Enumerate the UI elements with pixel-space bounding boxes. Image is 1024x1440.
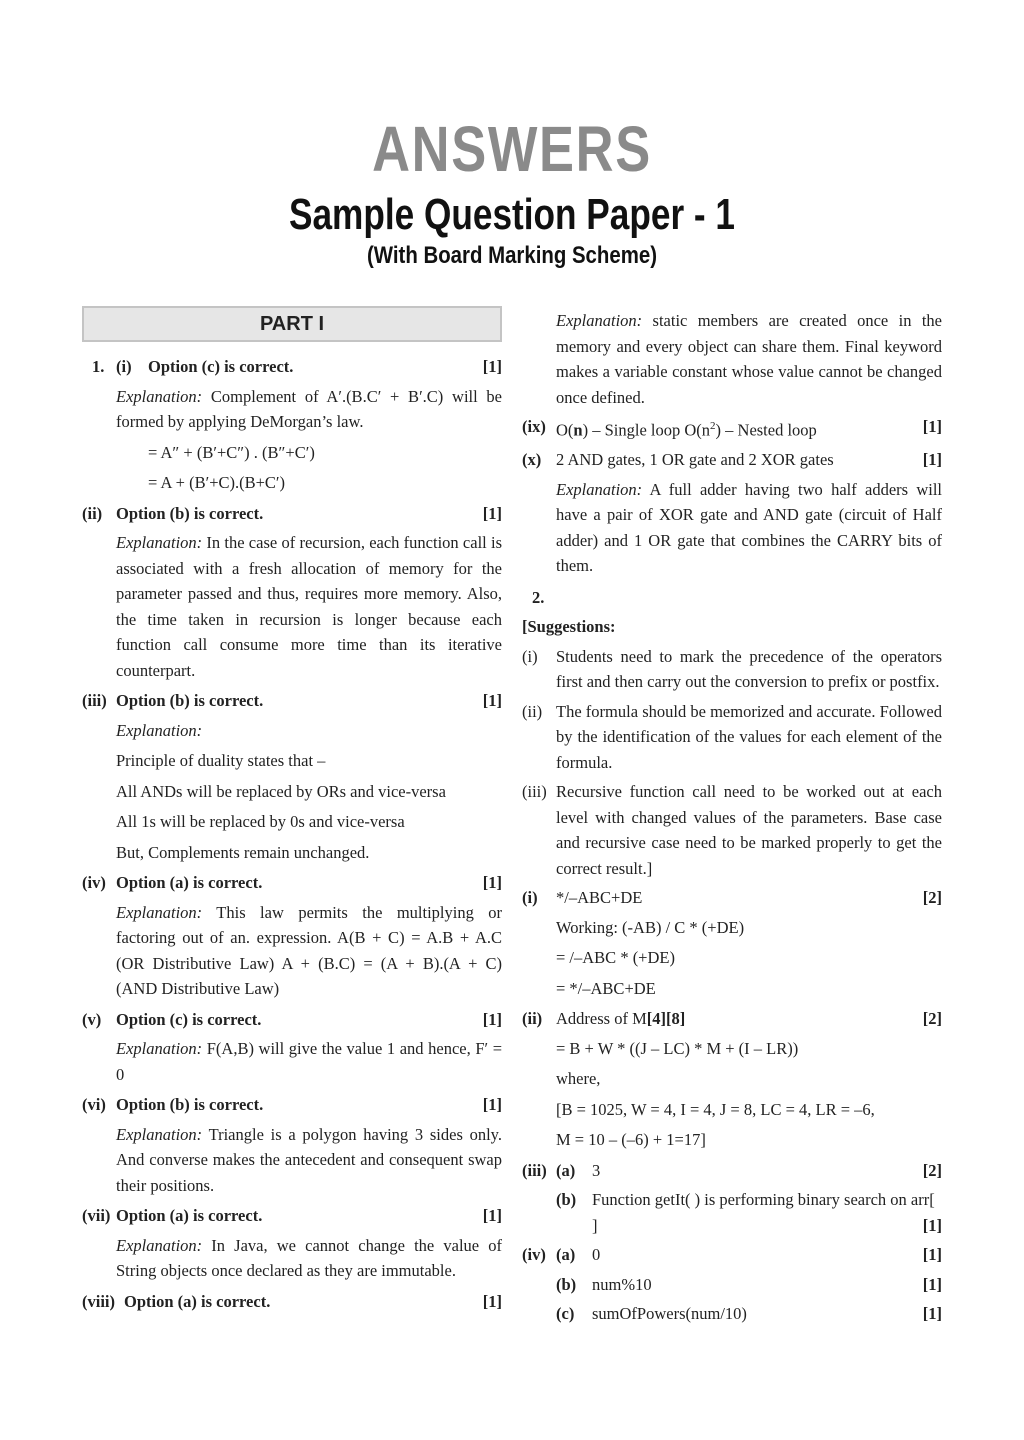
mark: [1] xyxy=(482,691,502,710)
answer-vii xyxy=(82,1203,502,1229)
option-text: Option (a) is correct. xyxy=(116,1206,263,1225)
suggestion-text: The formula should be memorized and accurate. Followed by the identification of the values for each element of the formula. xyxy=(556,701,942,772)
explanation-line: Principle of duality states that – xyxy=(116,751,326,770)
sub-label: (iv) xyxy=(522,1245,546,1264)
working-line: = B + W * ((J – LC) * M + (I – LR)) xyxy=(556,1038,799,1058)
sub-label: (x) xyxy=(522,450,542,469)
explanation-text: Complement of A′.(B.C′ + B′.C) will be formed by applying DeMorgan’s law. xyxy=(116,386,502,431)
answer-ix xyxy=(522,414,942,443)
part-heading: PART I xyxy=(82,306,502,342)
answer-2-iv-a xyxy=(522,1242,942,1268)
answer-iii xyxy=(82,688,502,714)
sub-label: (iii) xyxy=(522,782,547,801)
option-text: Option (a) is correct. xyxy=(116,873,263,892)
sub-label: (iii) xyxy=(82,691,107,710)
sub-label: (viii) xyxy=(82,1291,115,1311)
explanation-line: All ANDs will be replaced by ORs and vice-versa xyxy=(116,781,446,801)
mark: [2] xyxy=(922,1160,942,1180)
answer-text: num%10 xyxy=(592,1274,652,1294)
explanation-label: Explanation: xyxy=(116,902,203,922)
explanation-label: Explanation: xyxy=(556,311,643,330)
explanation-text: Triangle is a polygon having 3 sides only. And converse makes the antecedent and consequent swap their positions. xyxy=(116,1124,502,1195)
explanation-text: static members are created once in the memory and every object can share them. Final keyword makes a variable constant whose value cannot be changed once defined. xyxy=(556,311,942,407)
working-line: where, xyxy=(556,1069,601,1088)
paper-subtitle: (With Board Marking Scheme) xyxy=(367,242,657,269)
explanation-label: Explanation: xyxy=(556,479,643,499)
answer-text: Function getIt( ) is performing binary search on arr[ ] [1] xyxy=(592,1187,942,1238)
answers-heading: ANSWERS xyxy=(372,113,652,185)
answer-text: 3 xyxy=(592,1160,601,1180)
explanation xyxy=(116,530,502,683)
sub-label: (iii) xyxy=(522,1160,547,1180)
working-line: Working: (-AB) / C * (+DE) xyxy=(556,917,745,937)
part-label: (c) xyxy=(556,1304,575,1323)
explanation-label: Explanation: xyxy=(116,533,203,552)
answer-x xyxy=(522,447,942,473)
answer-2-i xyxy=(522,885,942,911)
mark: [1] xyxy=(922,1304,942,1323)
option-text: Option (c) is correct. xyxy=(116,1009,262,1029)
suggestion-i xyxy=(522,644,942,695)
explanation-text: A full adder having two half adders will have a pair of XOR gate and AND gate (circuit of Half adder) and 1 OR gate that combines the CARRY bits of them. xyxy=(556,479,942,575)
explanation xyxy=(556,477,942,579)
suggestions-heading: [Suggestions: xyxy=(522,617,616,636)
explanation xyxy=(556,308,942,410)
sub-label: (i) xyxy=(522,888,538,907)
answer-text: */–ABC+DE xyxy=(556,888,643,907)
working-line: [B = 1025, W = 4, I = 4, J = 8, LC = 4, LR = –6, xyxy=(556,1099,875,1119)
answer-2-iii-a xyxy=(522,1158,942,1184)
mark: [1] xyxy=(482,1206,502,1225)
answer-text: 0 xyxy=(592,1245,601,1264)
option-text: Option (b) is correct. xyxy=(116,1095,264,1114)
option-text: Option (a) is correct. xyxy=(124,1291,271,1311)
mark: [1] xyxy=(482,1291,502,1311)
mark: [1] xyxy=(482,1095,502,1114)
paper-title: Sample Question Paper - 1 xyxy=(289,190,735,239)
explanation-text: In the case of recursion, each function call is associated with a fresh allocation of memory for the parameter passed and thus, requires more memory. Also, the time taken in recursion is longer because each function call consume more time than its iterative counterpart. xyxy=(116,533,502,680)
equation-line: = A + (B′+C).(B+C′) xyxy=(148,473,286,492)
mark: [1] xyxy=(482,357,502,376)
answer-viii xyxy=(82,1289,502,1315)
suggestion-text: Recursive function call need to be worked out at each level with changed values of the parameters. Base case and recursive case need to be marked properly to get the correct result.] xyxy=(556,782,942,878)
explanation xyxy=(116,1122,502,1199)
answer-2-iv-c xyxy=(556,1301,942,1327)
question-number: 1. xyxy=(92,357,105,376)
explanation-label: Explanation: xyxy=(116,386,203,406)
option-text: Option (b) is correct. xyxy=(116,691,264,710)
explanation-label: Explanation: xyxy=(116,1235,203,1255)
answer-iv xyxy=(82,870,502,896)
option-text: Option (c) is correct. xyxy=(148,357,294,376)
part-label: (a) xyxy=(556,1160,576,1180)
answer-v xyxy=(82,1007,502,1033)
explanation xyxy=(116,1233,502,1284)
working-line: = /–ABC * (+DE) xyxy=(556,948,675,967)
part-label: (b) xyxy=(556,1190,577,1209)
sub-label: (i) xyxy=(116,357,132,376)
explanation xyxy=(116,384,502,435)
sub-label: (ii) xyxy=(522,1009,543,1028)
working-line: M = 10 – (–6) + 1=17] xyxy=(556,1130,706,1149)
answer-text: O(n) – Single loop $O(n^2)$ – Nested loop xyxy=(556,420,817,440)
explanation-text: In Java, we cannot change the value of String objects once declared as they are immutable. xyxy=(116,1235,503,1280)
explanation-line: All 1s will be replaced by 0s and vice-versa xyxy=(116,812,405,831)
part-label: (b) xyxy=(556,1274,577,1294)
explanation-label: Explanation: xyxy=(116,1039,203,1058)
mark: [1] xyxy=(922,1245,942,1264)
answer-2-iii-b xyxy=(556,1187,942,1238)
explanation xyxy=(116,1036,502,1087)
answer-text: 2 AND gates, 1 OR gate and 2 XOR gates xyxy=(556,450,834,469)
working-line: = */–ABC+DE xyxy=(556,978,656,998)
answer-1-i xyxy=(92,354,502,380)
explanation-line: But, Complements remain unchanged. xyxy=(116,842,370,862)
mark: [1] xyxy=(482,1009,502,1029)
sub-label: (vi) xyxy=(82,1095,106,1114)
sub-label: (iv) xyxy=(82,873,106,892)
answer-text: sumOfPowers(num/10) xyxy=(592,1304,747,1323)
mark: [1] xyxy=(922,450,942,469)
right-column xyxy=(522,308,942,1331)
sub-label: (ii) xyxy=(82,503,103,523)
explanation xyxy=(116,900,502,1002)
answer-2-iv-b xyxy=(556,1272,942,1298)
answer-ii xyxy=(82,501,502,527)
answer-vi xyxy=(82,1092,502,1118)
mark: [1] xyxy=(482,503,502,523)
mark: [1] xyxy=(922,417,942,436)
sub-label: (vii) xyxy=(82,1206,111,1225)
explanation-label: Explanation: xyxy=(116,720,203,740)
explanation-label: Explanation: xyxy=(116,1124,203,1144)
explanation-text: F(A,B) will give the value 1 and hence, F′ = 0 xyxy=(116,1039,503,1084)
mark: [2] xyxy=(922,888,942,907)
suggestion-text: Students need to mark the precedence of the operators first and then carry out the conversion to prefix or postfix. xyxy=(556,646,942,691)
explanation-text: This law permits the multiplying or factoring out of an. expression. A(B + C) = A.B + A.C (OR Distributive Law) A + (B.C) = (A + B).(A + C) (AND Distributive Law) xyxy=(116,902,503,998)
sub-label: (ii) xyxy=(522,701,543,721)
equation-line: = A″ + (B′+C″) . (B″+C′) xyxy=(148,442,315,462)
suggestion-iii xyxy=(522,779,942,881)
suggestion-ii xyxy=(522,699,942,776)
answer-2-ii xyxy=(522,1006,942,1032)
sub-label: (v) xyxy=(82,1009,102,1029)
sub-label: (i) xyxy=(522,646,538,666)
question-number: 2. xyxy=(532,587,545,607)
mark: [1] xyxy=(922,1215,942,1235)
left-column xyxy=(82,300,502,1318)
option-text: Option (b) is correct. xyxy=(116,503,264,523)
sub-label: (ix) xyxy=(522,417,546,436)
mark: [1] xyxy=(922,1274,942,1294)
mark: [1] xyxy=(482,873,502,892)
mark: [2] xyxy=(922,1009,942,1028)
question-2 xyxy=(532,585,942,611)
part-label: (a) xyxy=(556,1245,576,1264)
answer-text: Address of M[4][8] xyxy=(556,1009,686,1028)
